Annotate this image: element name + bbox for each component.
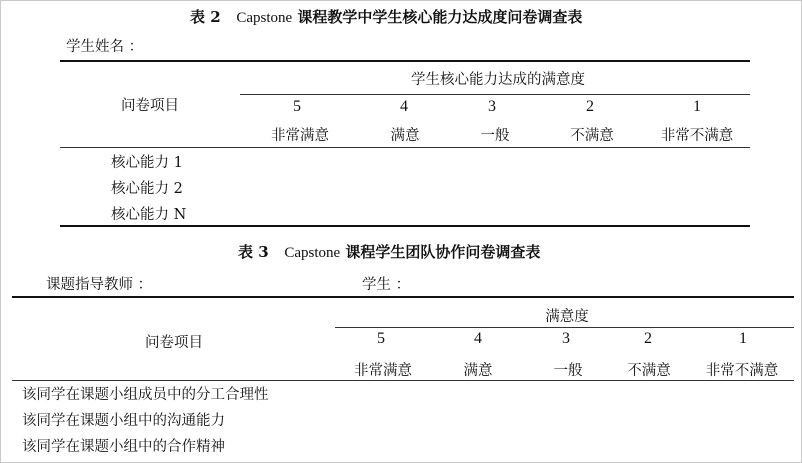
table3-label-5: 非常满意 [354, 363, 412, 379]
table2-title-number: 表 2 [190, 8, 221, 26]
table2-title-text: 课程教学中学生核心能力达成度问卷调查表 [297, 8, 583, 26]
table3-label-1: 非常不满意 [705, 363, 779, 379]
table2-label-1: 非常不满意 [660, 128, 734, 144]
table2-score-3: 3 [488, 98, 496, 115]
table2-score-5: 5 [293, 98, 301, 115]
table2-top-rule [60, 60, 750, 62]
table2-score-1: 1 [693, 98, 701, 115]
table2-bottom-rule [60, 225, 750, 227]
table3-score-1: 1 [739, 330, 747, 347]
table3-header-rule [12, 380, 794, 381]
table2-header-rule [60, 147, 750, 148]
table2-row-2: 核心能力 2 [111, 181, 183, 197]
table3-score-4: 4 [474, 330, 482, 347]
table2-label-5: 非常满意 [271, 128, 329, 144]
table2-row-1: 核心能力 1 [111, 155, 183, 171]
table2-group-header: 学生核心能力达成的满意度 [411, 72, 585, 88]
table2-label-3: 一般 [480, 128, 510, 144]
table3-group-rule [335, 327, 794, 328]
table3-row-2: 该同学在课题小组中的沟通能力 [22, 413, 225, 429]
table2-row-3: 核心能力 N [111, 207, 187, 223]
table3-score-2: 2 [644, 330, 652, 347]
table2-group-rule [240, 94, 750, 95]
table2-label-2: 不满意 [570, 128, 614, 144]
table3-title-en: Capstone [284, 245, 341, 261]
table3-item-header: 问卷项目 [145, 335, 203, 351]
table3-title-text: 课程学生团队协作问卷调查表 [345, 243, 541, 261]
table2-label-4: 满意 [390, 128, 420, 144]
table3-title-number: 表 3 [238, 243, 269, 261]
table2-title [190, 6, 582, 27]
table2-score-4: 4 [400, 98, 408, 115]
table3-score-5: 5 [377, 330, 385, 347]
table3-label-4: 满意 [463, 363, 493, 379]
table3-label-3: 一般 [553, 363, 583, 379]
advisor-label: 课题指导教师 ： [46, 277, 153, 293]
table3-label-2: 不满意 [627, 363, 671, 379]
table2-score-2: 2 [586, 98, 594, 115]
table3-score-3: 3 [562, 330, 570, 347]
table3-title [238, 241, 540, 262]
table2-item-header: 问卷项目 [121, 98, 179, 114]
table2-title-en: Capstone [236, 10, 293, 26]
table3-row-3: 该同学在课题小组中的合作精神 [22, 439, 225, 455]
student-name-label: 学生姓名 ： [66, 39, 144, 55]
table3-row-1: 该同学在课题小组成员中的分工合理性 [22, 387, 269, 403]
table3-top-rule [12, 296, 794, 298]
table3-group-header: 满意度 [545, 309, 589, 325]
student-label: 学生 ： [362, 277, 411, 293]
